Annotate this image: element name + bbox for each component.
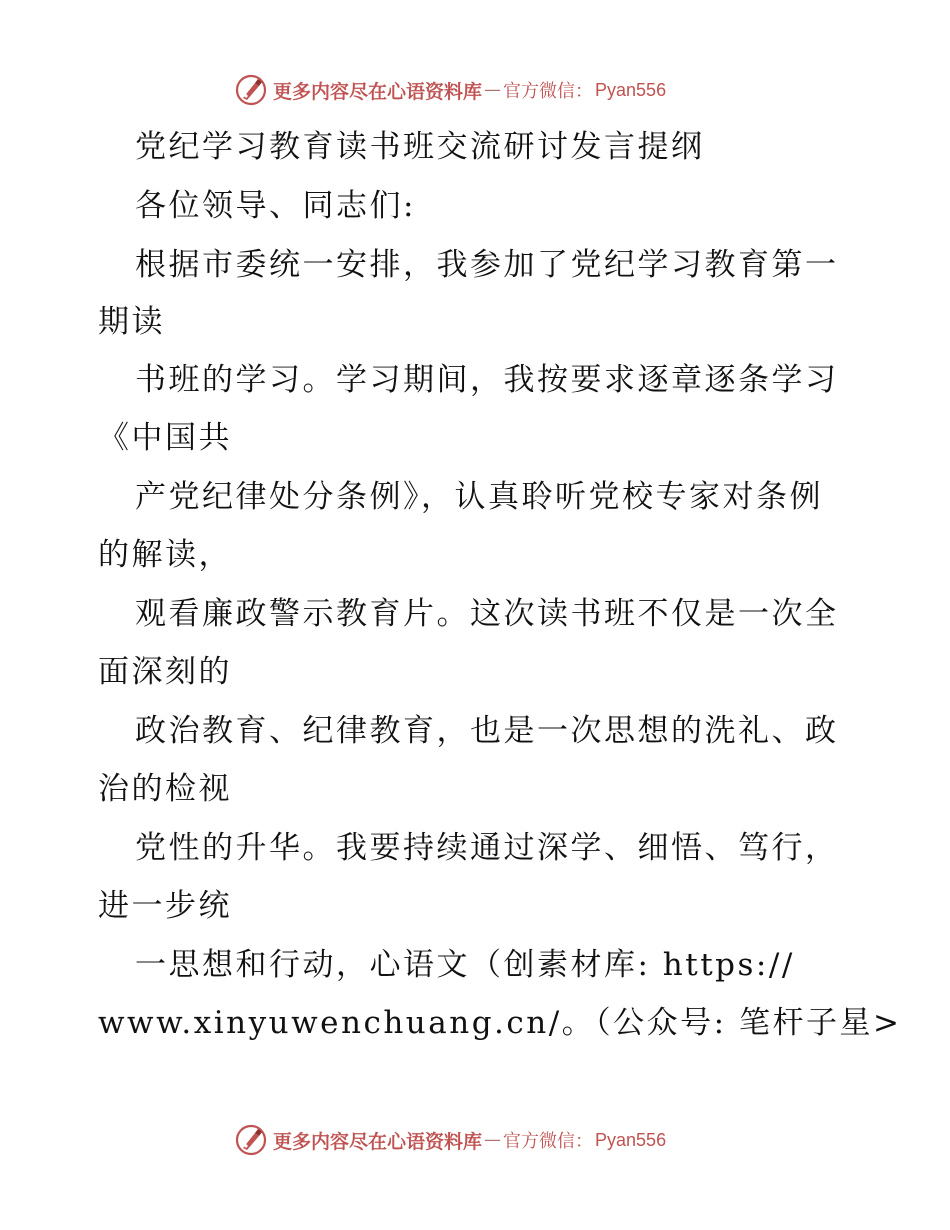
- footer-watermark: [235, 1122, 666, 1158]
- watermark-separator: —: [484, 80, 502, 100]
- watermark-contact-label: 官方微信：: [503, 81, 594, 102]
- body-line: 观看廉政警示教育片。这次读书班不仅是一次全: [135, 596, 839, 632]
- watermark-contact-label: 官方微信：: [503, 1131, 594, 1152]
- header-watermark: [235, 72, 666, 108]
- body-line: 《中国共: [98, 420, 232, 456]
- body-line: 治的检视: [98, 771, 232, 807]
- watermark-contact-id: Pyan556: [595, 79, 667, 100]
- watermark-separator: —: [484, 1130, 502, 1150]
- body-line: 根据市委统一安排，我参加了党纪学习教育第一: [135, 247, 839, 283]
- pen-nib-circle-icon: [235, 74, 267, 106]
- body-line: 一思想和行动，心语文（创素材库: https://: [135, 947, 795, 983]
- body-line: 期读: [98, 304, 165, 340]
- watermark-brand: 更多内容尽在心语资料库: [273, 1130, 483, 1153]
- watermark-contact-id: Pyan556: [595, 1129, 667, 1150]
- document-title: 党纪学习教育读书班交流研讨发言提纲: [135, 129, 705, 165]
- body-line: 政治教育、纪律教育，也是一次思想的洗礼、政: [135, 713, 839, 749]
- body-line: 党性的升华。我要持续通过深学、细悟、笃行，: [135, 830, 839, 866]
- body-line: 进一步统: [98, 888, 232, 924]
- body-line: 面深刻的: [98, 654, 232, 690]
- greeting: 各位领导、同志们:: [135, 188, 416, 224]
- pen-nib-circle-icon: [235, 1124, 267, 1156]
- body-line: 产党纪律处分条例》，认真聆听党校专家对条例: [135, 479, 823, 515]
- watermark-brand: 更多内容尽在心语资料库: [273, 80, 483, 103]
- body-line: 的解读，: [98, 537, 232, 573]
- body-line: www.xinyuwenchuang.cn/。（公众号: 笔杆子星>: [98, 1005, 902, 1041]
- body-line: 书班的学习。学习期间，我按要求逐章逐条学习: [135, 362, 839, 398]
